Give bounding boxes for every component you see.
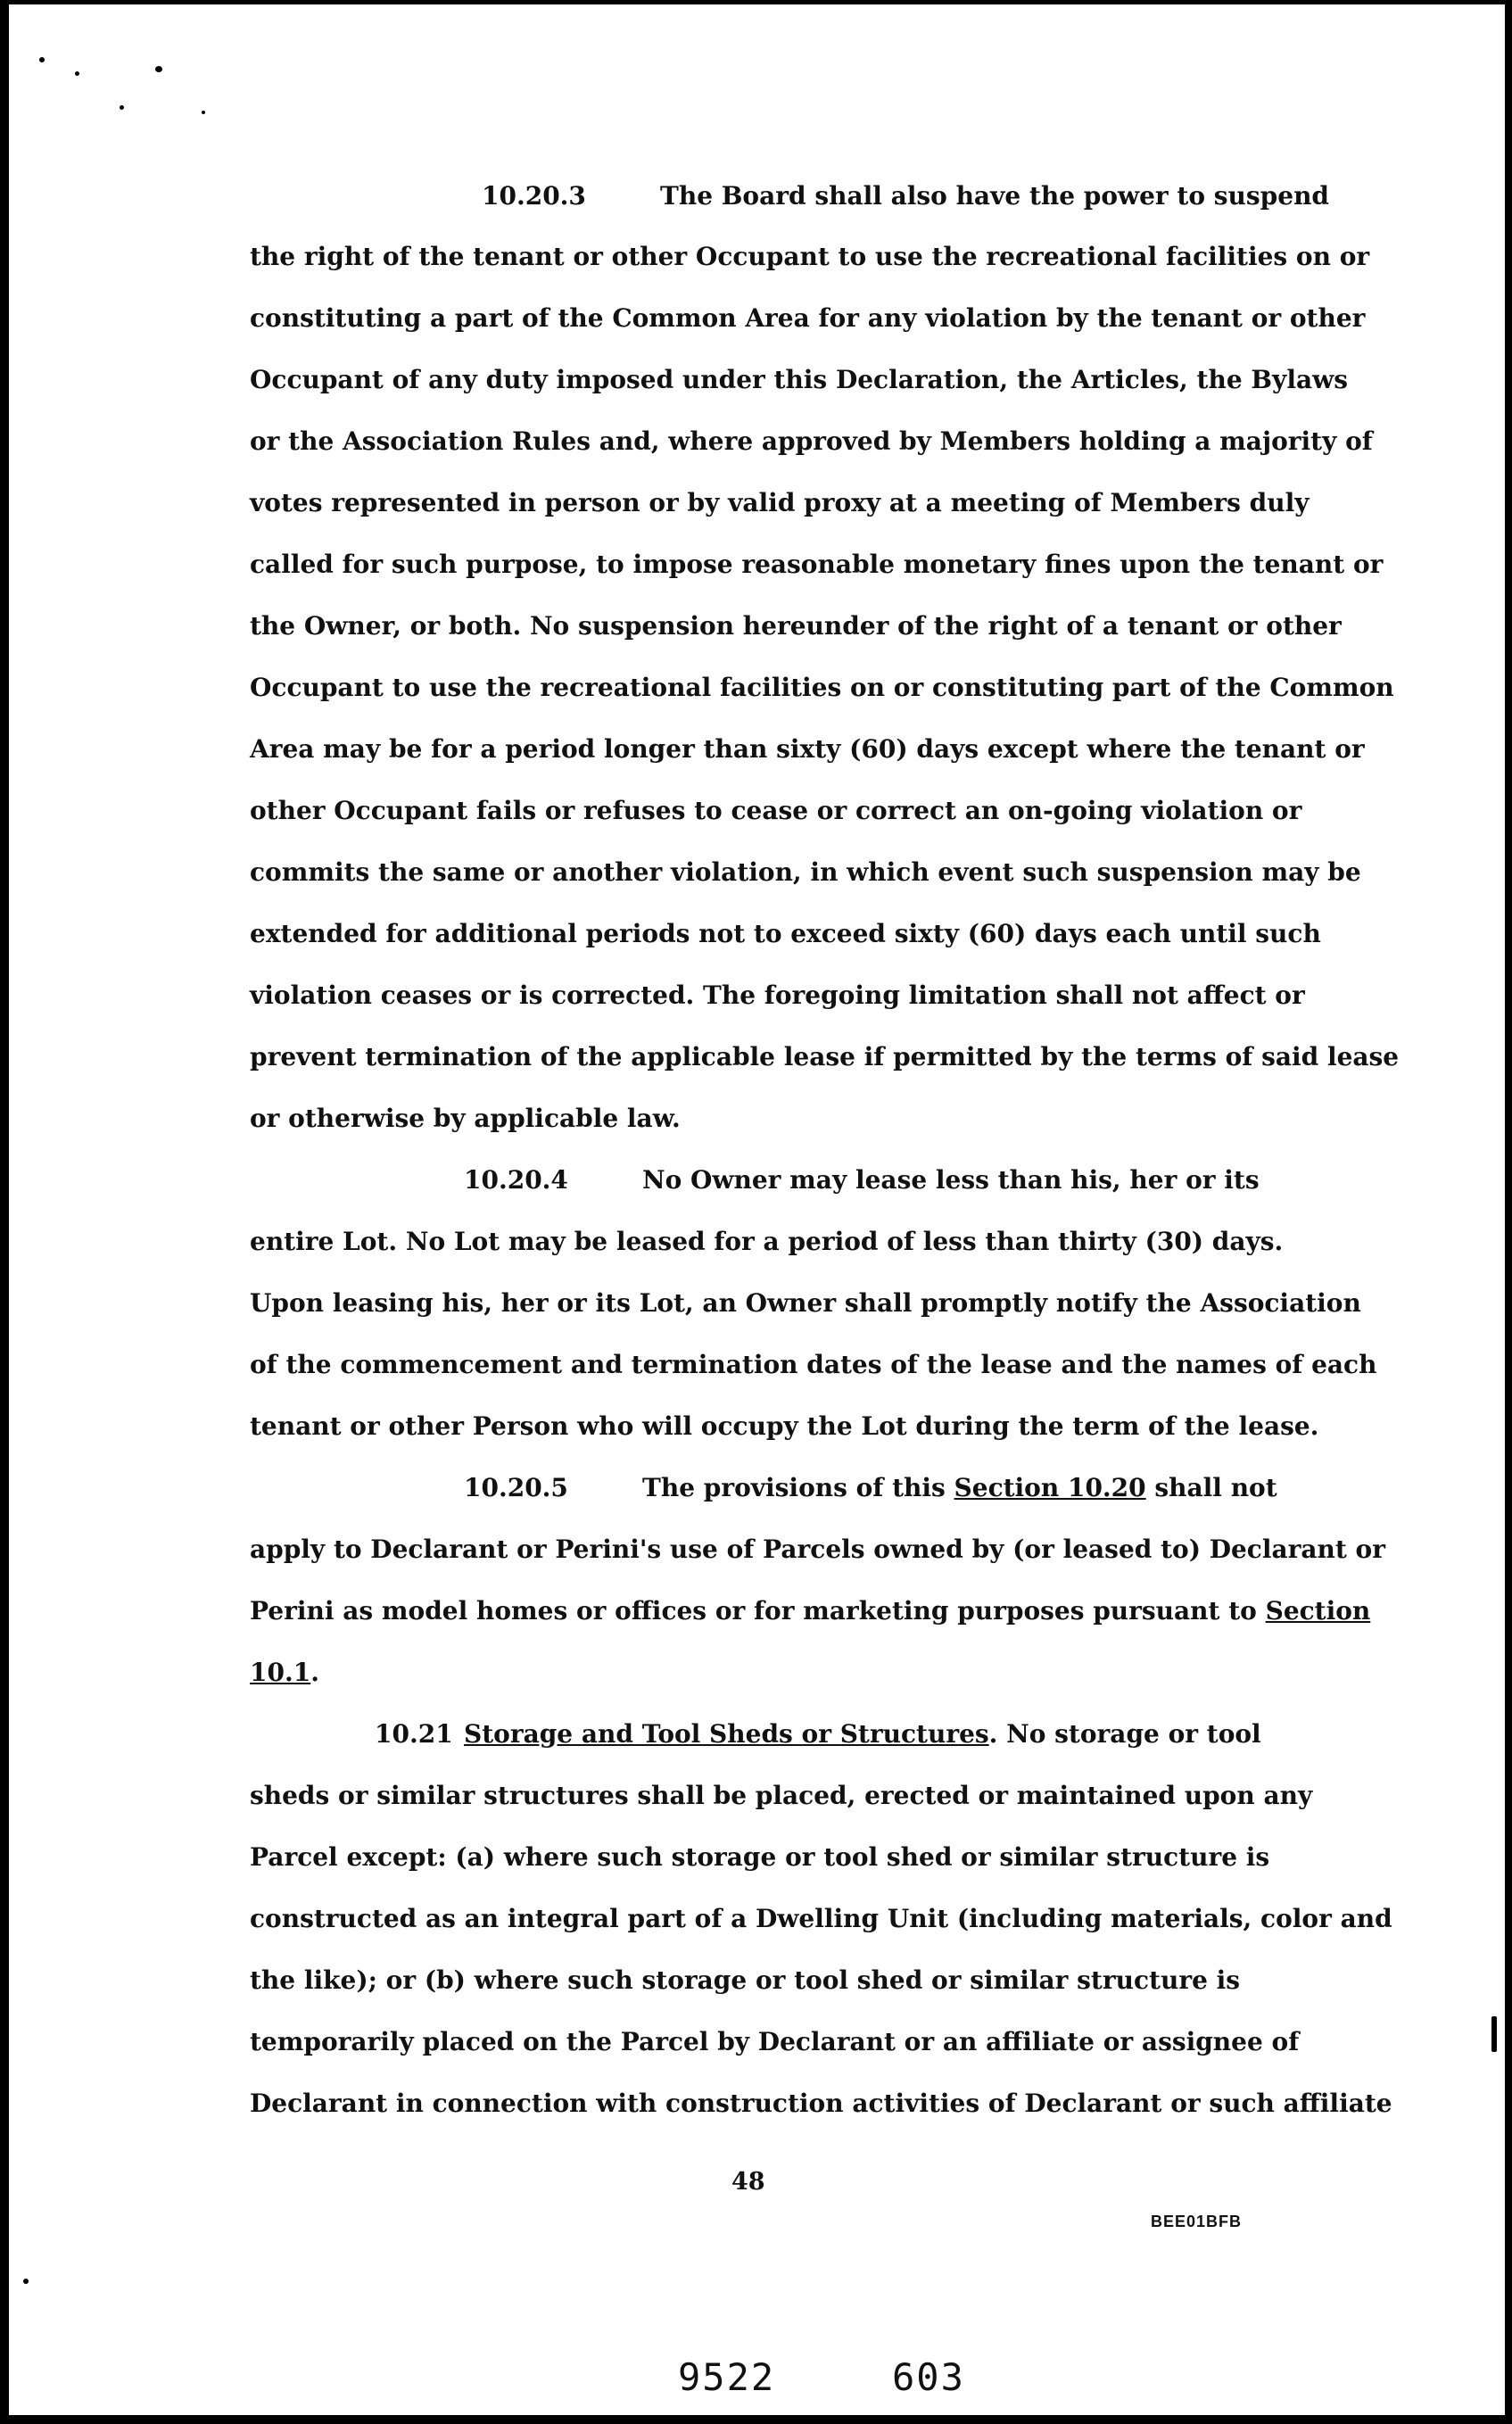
text-line: called for such purpose, to impose reasonable monetary fines upon the tenant or	[250, 550, 1384, 579]
text-line: No Owner may lease less than his, her or its	[642, 1165, 1260, 1195]
document-code: BEE01BFB	[1151, 2213, 1243, 2230]
page-number: 48	[731, 2168, 765, 2196]
section-reference: Section 10.20	[954, 1473, 1146, 1502]
text-line: votes represented in person or by valid proxy at a meeting of Members duly	[250, 488, 1310, 517]
text-fragment: Perini as model homes or offices or for marketing purposes pursuant to	[250, 1596, 1266, 1626]
text-line: or the Association Rules and, where approved by Members holding a majority of	[250, 426, 1373, 456]
scan-speck	[120, 105, 124, 110]
text-line: tenant or other Person who will occupy the Lot during the term of the lease.	[250, 1411, 1319, 1441]
text-fragment: shall not	[1145, 1473, 1277, 1502]
text-line: Declarant in connection with construction activities of Declarant or such affiliate	[250, 2089, 1392, 2118]
text-fragment: The provisions of this	[642, 1473, 954, 1502]
section-number: 10.20.3	[482, 181, 586, 211]
section-number: 10.20.4	[464, 1165, 568, 1195]
stamp-number-right: 603	[892, 2355, 965, 2399]
text-line: commits the same or another violation, in which event such suspension may be	[250, 857, 1361, 887]
text-line: or otherwise by applicable law.	[250, 1104, 681, 1133]
scan-speck	[1491, 2016, 1497, 2052]
text-line: of the commencement and termination dates of the lease and the names of each	[250, 1350, 1377, 1379]
section-number: 10.20.5	[464, 1473, 568, 1502]
text-line: the right of the tenant or other Occupant to use the recreational facilities on or	[250, 242, 1370, 271]
text-line: extended for additional periods not to exceed sixty (60) days each until such	[250, 919, 1321, 948]
text-line: the Owner, or both. No suspension hereunder of the right of a tenant or other	[250, 611, 1342, 641]
section-reference: Section	[1265, 1596, 1371, 1626]
stamp-number-left: 9522	[678, 2355, 776, 2399]
text-line: other Occupant fails or refuses to cease or correct an on-going violation or	[250, 796, 1302, 825]
text-line: the like); or (b) where such storage or tool shed or similar structure is	[250, 1965, 1241, 1995]
text-line: Parcel except: (a) where such storage or tool shed or similar structure is	[250, 1842, 1270, 1872]
section-reference: 10.1	[250, 1658, 311, 1687]
text-line: Occupant of any duty imposed under this Declaration, the Articles, the Bylaws	[250, 365, 1348, 394]
paragraph-10-20-5-heading-line	[250, 1470, 1277, 1506]
text-fragment: .	[310, 1658, 319, 1687]
scan-speck	[155, 66, 162, 72]
text-line: prevent termination of the applicable lease if permitted by the terms of said lease	[250, 1042, 1400, 1071]
text-line: apply to Declarant or Perini's use of Parcels owned by (or leased to) Declarant or	[250, 1535, 1385, 1564]
scan-border-bottom	[0, 2415, 1512, 2424]
text-line	[250, 1655, 1249, 1691]
text-fragment: . No storage or tool	[988, 1719, 1261, 1749]
text-line: The Board shall also have the power to suspend	[660, 181, 1329, 211]
text-line: constituting a part of the Common Area for any violation by the tenant or other	[250, 303, 1366, 333]
scan-speck	[39, 57, 45, 62]
scan-speck	[202, 111, 205, 114]
scan-speck	[75, 71, 79, 76]
section-heading: Storage and Tool Sheds or Structures	[464, 1719, 989, 1749]
scan-speck	[23, 2279, 29, 2284]
paragraph-10-20-3-heading-line	[250, 178, 1329, 214]
section-number: 10.21	[375, 1719, 453, 1749]
text-line: entire Lot. No Lot may be leased for a period of less than thirty (30) days.	[250, 1227, 1284, 1256]
text-line: constructed as an integral part of a Dwelling Unit (including materials, color and	[250, 1904, 1392, 1933]
text-line: violation ceases or is corrected. The foregoing limitation shall not affect or	[250, 980, 1305, 1010]
text-line: Upon leasing his, her or its Lot, an Owner shall promptly notify the Association	[250, 1288, 1361, 1318]
text-line: Area may be for a period longer than sixty (60) days except where the tenant or	[250, 734, 1365, 764]
text-line: temporarily placed on the Parcel by Declarant or an affiliate or assignee of	[250, 2027, 1300, 2056]
scan-border-left	[0, 0, 9, 2424]
text-line	[250, 1593, 1371, 1629]
paragraph-10-21-heading-line	[250, 1717, 1261, 1752]
paragraph-10-20-4-heading-line	[250, 1162, 1260, 1198]
scan-border-top	[0, 0, 1512, 4]
scan-border-right	[1505, 0, 1512, 2424]
text-line: sheds or similar structures shall be placed, erected or maintained upon any	[250, 1781, 1313, 1810]
text-line: Occupant to use the recreational facilities on or constituting part of the Common	[250, 673, 1394, 702]
